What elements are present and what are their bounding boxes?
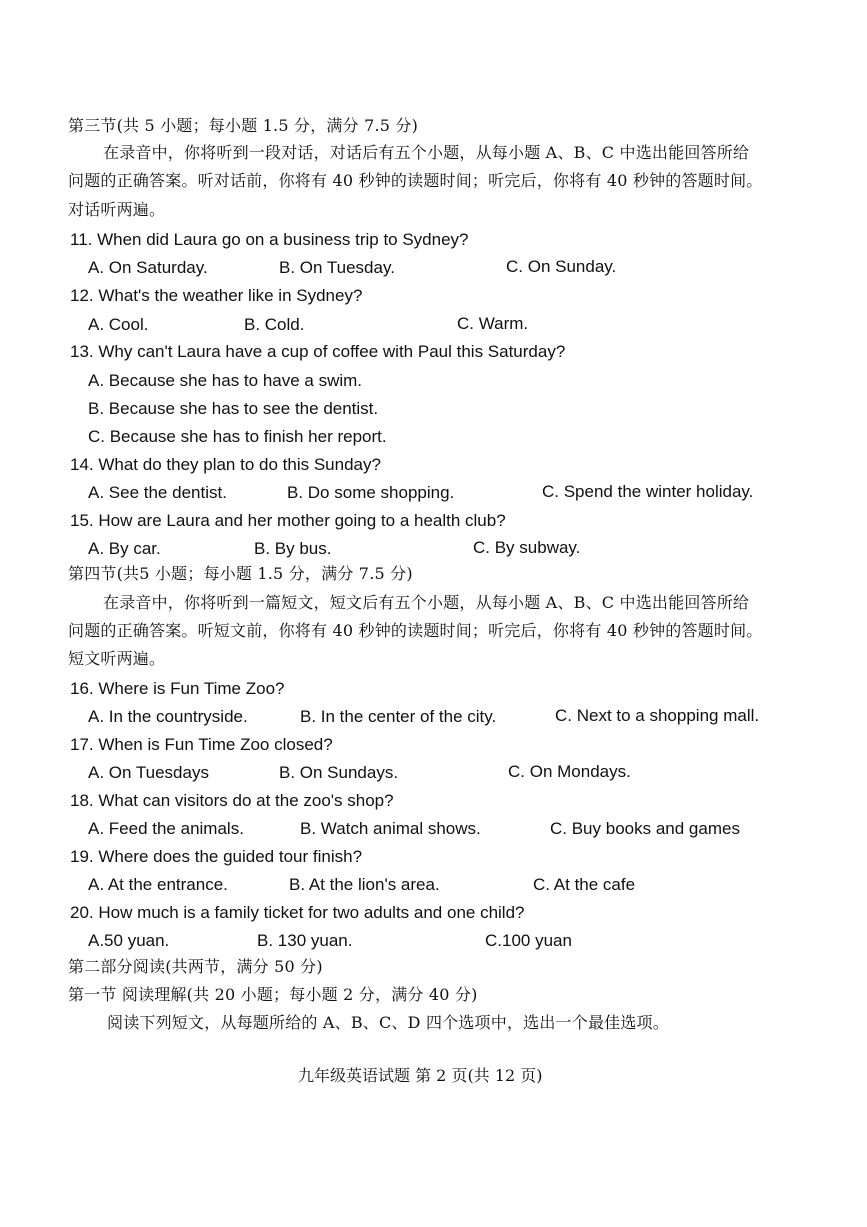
question-13: 13. Why can't Laura have a cup of coffee with Paul this Saturday?: [70, 342, 566, 361]
question-17: 17. When is Fun Time Zoo closed?: [70, 735, 333, 754]
question-11: 11. When did Laura go on a business trip to Sydney?: [70, 230, 469, 249]
option-19-a: A. At the entrance.: [88, 875, 228, 894]
option-16-a: A. In the countryside.: [88, 707, 248, 726]
option-19-c: C. At the cafe: [533, 875, 636, 894]
section-4-heading: 第四节(共5 小题；每小题 1.5 分，满分 7.5 分): [68, 564, 413, 583]
part-2-heading: 第二部分阅读(共两节，满分 50 分): [68, 957, 323, 976]
section-3-instruction-line: 在录音中，你将听到一段对话，对话后有五个小题，从每小题 A、B、C 中选出能回答所给: [103, 143, 750, 162]
option-12-b: B. Cold.: [244, 315, 305, 334]
option-20-c: C.100 yuan: [485, 931, 572, 950]
section-3-heading: 第三节(共 5 小题；每小题 1.5 分，满分 7.5 分): [68, 116, 419, 135]
option-11-b: B. On Tuesday.: [279, 258, 395, 277]
option-15-c: C. By subway.: [473, 538, 581, 557]
section-3-instruction-line: 对话听两遍。: [68, 200, 166, 219]
question-18: 18. What can visitors do at the zoo's shop?: [70, 791, 394, 810]
question-12: 12. What's the weather like in Sydney?: [70, 286, 363, 305]
question-15: 15. How are Laura and her mother going to a health club?: [70, 511, 506, 530]
option-18-c: C. Buy books and games: [550, 819, 740, 838]
option-16-c: C. Next to a shopping mall.: [555, 706, 760, 725]
question-14: 14. What do they plan to do this Sunday?: [70, 455, 381, 474]
question-16: 16. Where is Fun Time Zoo?: [70, 679, 285, 698]
option-15-b: B. By bus.: [254, 539, 332, 558]
part-2-instruction: 阅读下列短文，从每题所给的 A、B、C、D 四个选项中，选出一个最佳选项。: [107, 1013, 669, 1032]
question-20: 20. How much is a family ticket for two adults and one child?: [70, 903, 525, 922]
question-19: 19. Where does the guided tour finish?: [70, 847, 363, 866]
option-13-b: B. Because she has to see the dentist.: [88, 399, 379, 418]
section-4-instruction-line: 在录音中，你将听到一篇短文，短文后有五个小题，从每小题 A、B、C 中选出能回答所给: [103, 593, 750, 612]
option-13-a: A. Because she has to have a swim.: [88, 371, 363, 390]
option-17-b: B. On Sundays.: [279, 763, 399, 782]
option-16-b: B. In the center of the city.: [300, 707, 497, 726]
option-12-a: A. Cool.: [88, 315, 149, 334]
section-3-instruction-line: 问题的正确答案。听对话前，你将有 40 秒钟的读题时间；听完后，你将有 40 秒钟的答题时间。: [68, 171, 763, 190]
section-4-instruction-line: 问题的正确答案。听短文前，你将有 40 秒钟的读题时间；听完后，你将有 40 秒钟的答题时间。: [68, 621, 763, 640]
option-14-a: A. See the dentist.: [88, 483, 227, 502]
option-17-a: A. On Tuesdays: [88, 763, 209, 782]
option-11-c: C. On Sunday.: [506, 257, 617, 276]
part-2-subheading: 第一节 阅读理解(共 20 小题；每小题 2 分，满分 40 分): [68, 985, 478, 1004]
option-11-a: A. On Saturday.: [88, 258, 208, 277]
option-20-a: A.50 yuan.: [88, 931, 170, 950]
option-14-c: C. Spend the winter holiday.: [542, 482, 754, 501]
option-17-c: C. On Mondays.: [508, 762, 631, 781]
option-18-a: A. Feed the animals.: [88, 819, 244, 838]
option-13-c: C. Because she has to finish her report.: [88, 427, 387, 446]
section-4-instruction-line: 短文听两遍。: [68, 649, 166, 668]
option-12-c: C. Warm.: [457, 314, 529, 333]
option-14-b: B. Do some shopping.: [287, 483, 455, 502]
option-18-b: B. Watch animal shows.: [300, 819, 481, 838]
page-footer: 九年级英语试题 第 2 页(共 12 页): [298, 1066, 543, 1085]
option-19-b: B. At the lion's area.: [289, 875, 440, 894]
option-20-b: B. 130 yuan.: [257, 931, 353, 950]
option-15-a: A. By car.: [88, 539, 161, 558]
